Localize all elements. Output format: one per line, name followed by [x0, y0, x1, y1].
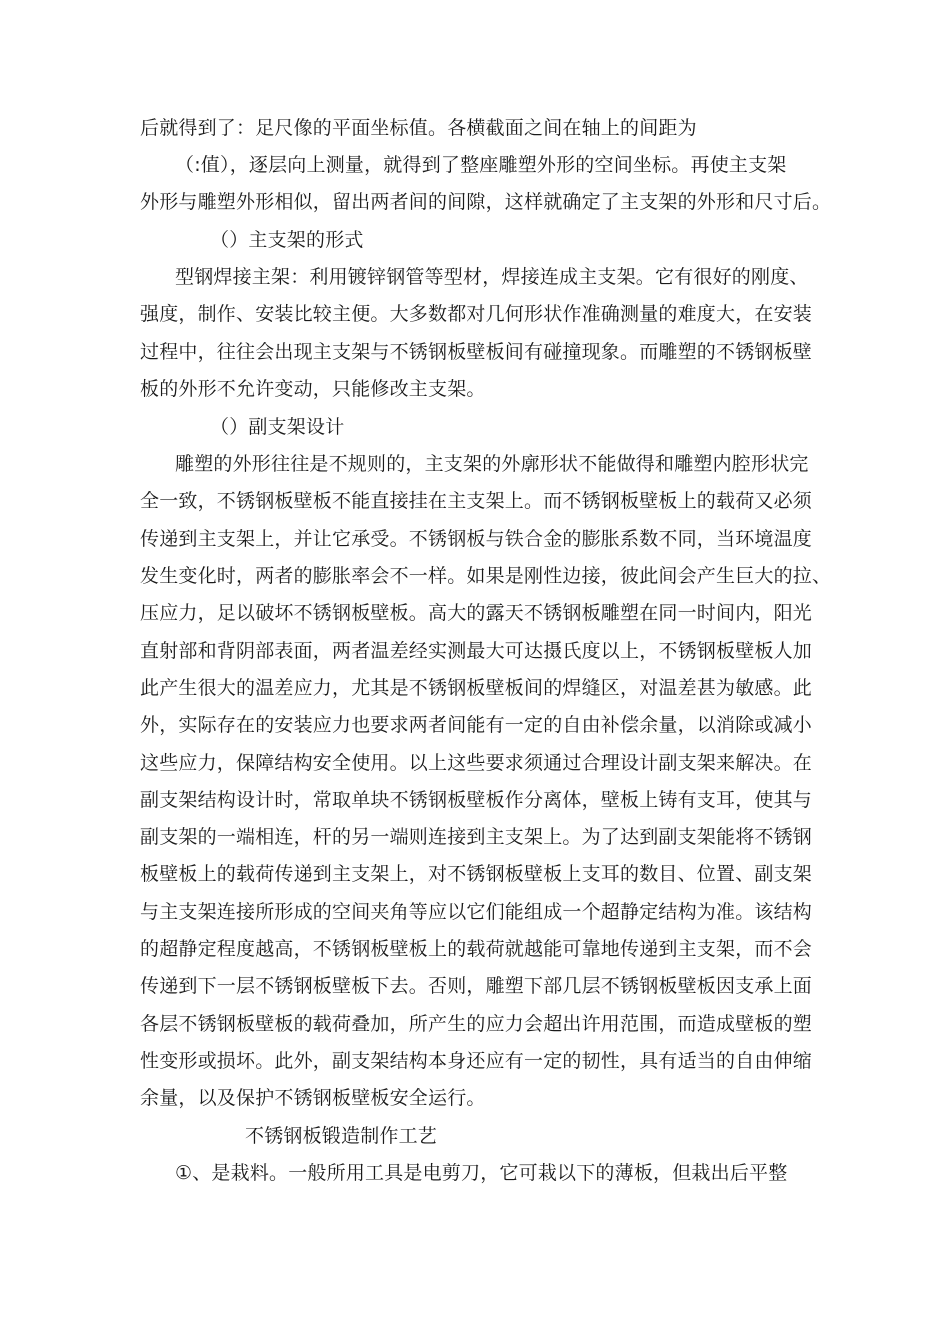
- body-text-line: 的超静定程度越高，不锈钢板壁板上的载荷就越能可靠地传递到主支架，而不会: [140, 938, 813, 960]
- body-text-line: 强度，制作、安装比较主便。大多数都对几何形状作准确测量的难度大，在安装: [140, 303, 813, 325]
- body-text-line: （:值），逐层向上测量，就得到了整座雕塑外形的空间坐标。再使主支架: [175, 154, 787, 176]
- body-text-line: 此产生很大的温差应力，尤其是不锈钢板壁板间的焊缝区，对温差甚为敏感。此: [140, 677, 813, 699]
- body-text-line: 型钢焊接主架：利用镀锌钢管等型材，焊接连成主支架。它有很好的刚度、: [175, 266, 809, 288]
- body-text-line: 压应力，足以破坏不锈钢板壁板。高大的露天不锈钢板雕塑在同一时间内，阳光: [140, 602, 813, 624]
- body-text-line: 直射部和背阴部表面，两者温差经实测最大可达摄氏度以上，不锈钢板壁板人加: [140, 640, 813, 662]
- body-text-line: 外，实际存在的安装应力也要求两者间能有一定的自由补偿余量，以消除或减小: [140, 714, 813, 736]
- body-text-line: 雕塑的外形往往是不规则的，主支架的外廓形状不能做得和雕塑内腔形状完: [175, 453, 809, 475]
- body-text-line: 发生变化时，两者的膨胀率会不一样。如果是刚性边接，彼此间会产生巨大的拉、: [140, 565, 832, 587]
- body-text-line: 性变形或损坏。此外，副支架结构本身还应有一定的韧性，具有适当的自由伸缩: [140, 1050, 813, 1072]
- body-text-line: 传递到下一层不锈钢板壁板下去。否则，雕塑下部几层不锈钢板壁板因支承上面: [140, 975, 813, 997]
- body-text-line: 后就得到了：足尺像的平面坐标值。各横截面之间在轴上的间距为: [140, 117, 697, 139]
- body-text-line: 外形与雕塑外形相似，留出两者间的间隙，这样就确定了主支架的外形和尺寸后。: [140, 191, 832, 213]
- body-text-line: 过程中，往往会出现主支架与不锈钢板壁板间有碰撞现象。而雕塑的不锈钢板壁: [140, 341, 813, 363]
- body-text-line: 副支架结构设计时，常取单块不锈钢板壁板作分离体，壁板上铸有支耳，使其与: [140, 789, 813, 811]
- body-text-line: 板壁板上的载荷传递到主支架上，对不锈钢板壁板上支耳的数目、位置、副支架: [140, 863, 813, 885]
- body-text-line: 板的外形不允许变动，只能修改主支架。: [140, 378, 486, 400]
- body-text-line: ①、是栽料。一般所用工具是电剪刀，它可栽以下的薄板，但栽出后平整: [175, 1162, 788, 1184]
- body-text-line: 副支架的一端相连，杆的另一端则连接到主支架上。为了达到副支架能将不锈钢: [140, 826, 813, 848]
- body-text-line: 全一致，不锈钢板壁板不能直接挂在主支架上。而不锈钢板壁板上的载荷又必须: [140, 490, 813, 512]
- body-text-line: 这些应力，保障结构安全使用。以上这些要求须通过合理设计副支架来解决。在: [140, 752, 813, 774]
- body-text-line: 各层不锈钢板壁板的载荷叠加，所产生的应力会超出许用范围，而造成壁板的塑: [140, 1013, 813, 1035]
- body-text-line: 传递到主支架上，并让它承受。不锈钢板与铁合金的膨胀系数不同，当环境温度: [140, 528, 813, 550]
- section-heading-sub-frame-design: （）副支架设计: [210, 416, 345, 438]
- body-text-line: 与主支架连接所形成的空间夹角等应以它们能组成一个超静定结构为准。该结构: [140, 901, 813, 923]
- section-heading-main-frame-form: （）主支架的形式: [210, 229, 364, 251]
- body-text-line: 余量，以及保护不锈钢板壁板安全运行。: [140, 1087, 486, 1109]
- section-heading-forging-process: 不锈钢板锻造制作工艺: [245, 1125, 438, 1147]
